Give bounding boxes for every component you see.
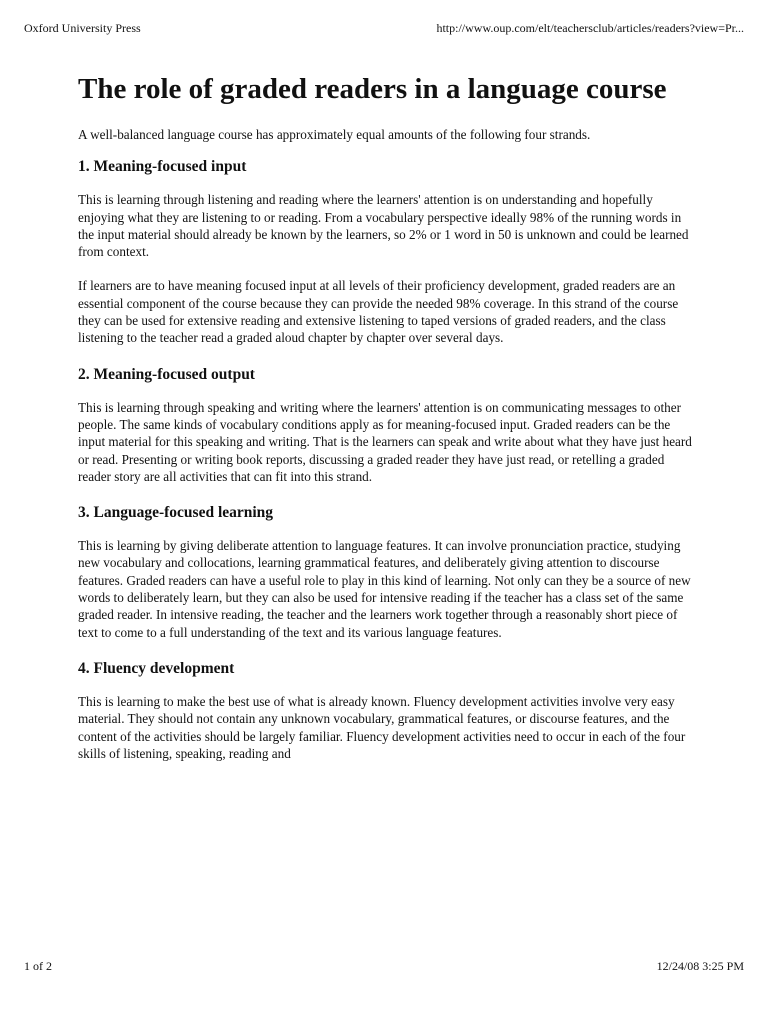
paragraph: If learners are to have meaning focused input at all levels of their proficiency development, graded readers are an essential component of the course because they can provide the needed 98% coverage. In this strand of the course they can be used for extensive reading and extensive listening to taped versions of graded readers, and the class listening to the teacher read a graded aloud chapter by chapter over several days. bbox=[78, 278, 679, 346]
print-timestamp: 12/24/08 3:25 PM bbox=[656, 959, 744, 973]
publisher-name: Oxford University Press bbox=[24, 21, 141, 35]
section-heading: 4. Fluency development bbox=[78, 659, 235, 677]
page-number: 1 of 2 bbox=[24, 959, 52, 973]
print-footer bbox=[24, 958, 744, 974]
article-title: The role of graded readers in a language course bbox=[78, 73, 667, 105]
paragraph: This is learning through listening and reading where the learners' attention is on understanding and hopefully enjoying what they are listening to or reading. From a vocabulary perspective ideally 98% of the running words in the input material should already be known by the learners, so 2% or 1 word in 50 is unknown and could be learned from context. bbox=[78, 192, 689, 260]
section-heading: 2. Meaning-focused output bbox=[78, 365, 255, 383]
section-fluency-development bbox=[78, 659, 694, 762]
paragraph: This is learning by giving deliberate attention to language features. It can involve pronunciation practice, studying new vocabulary and collocations, learning grammatical features, and deliberately giving attention to discourse features. Graded readers can have a useful role to play in this kind of learning. Not only can they be a source of new words to deliberately learn, but they can also be used for intensive reading if the teacher has a class set of the same graded reader. In intensive reading, the teacher and the learners work together through a reasonably short piece of text to come to a full understanding of the text and its various language features. bbox=[78, 538, 691, 640]
paragraph: This is learning through speaking and writing where the learners' attention is on communicating messages to other people. The same kinds of vocabulary conditions apply as for meaning-focused input. Graded readers can be the input material for this speaking and writing. That is the learners can speak and write about what they have just heard or read. Presenting or writing book reports, discussing a graded reader they have just read, or retelling a graded reader story are all activities that can fit into this strand. bbox=[78, 399, 692, 484]
print-header bbox=[24, 20, 744, 36]
article bbox=[78, 72, 694, 779]
section-heading: 3. Language-focused learning bbox=[78, 504, 274, 522]
section-meaning-focused-output bbox=[78, 365, 694, 485]
section-heading: 1. Meaning-focused input bbox=[78, 158, 247, 176]
section-meaning-focused-input bbox=[78, 157, 694, 346]
article-intro: A well-balanced language course has approximately equal amounts of the following four strands. bbox=[78, 127, 591, 142]
page-url: http://www.oup.com/elt/teachersclub/articles/readers?view=Pr... bbox=[436, 21, 744, 35]
paragraph: This is learning to make the best use of what is already known. Fluency development activities involve very easy material. They should not contain any unknown vocabulary, grammatical features, or discourse features, and the content of the activities should be largely familiar. Fluency development activities need to occur in each of the four skills of listening, speaking, reading and bbox=[78, 693, 686, 761]
section-language-focused-learning bbox=[78, 503, 694, 641]
